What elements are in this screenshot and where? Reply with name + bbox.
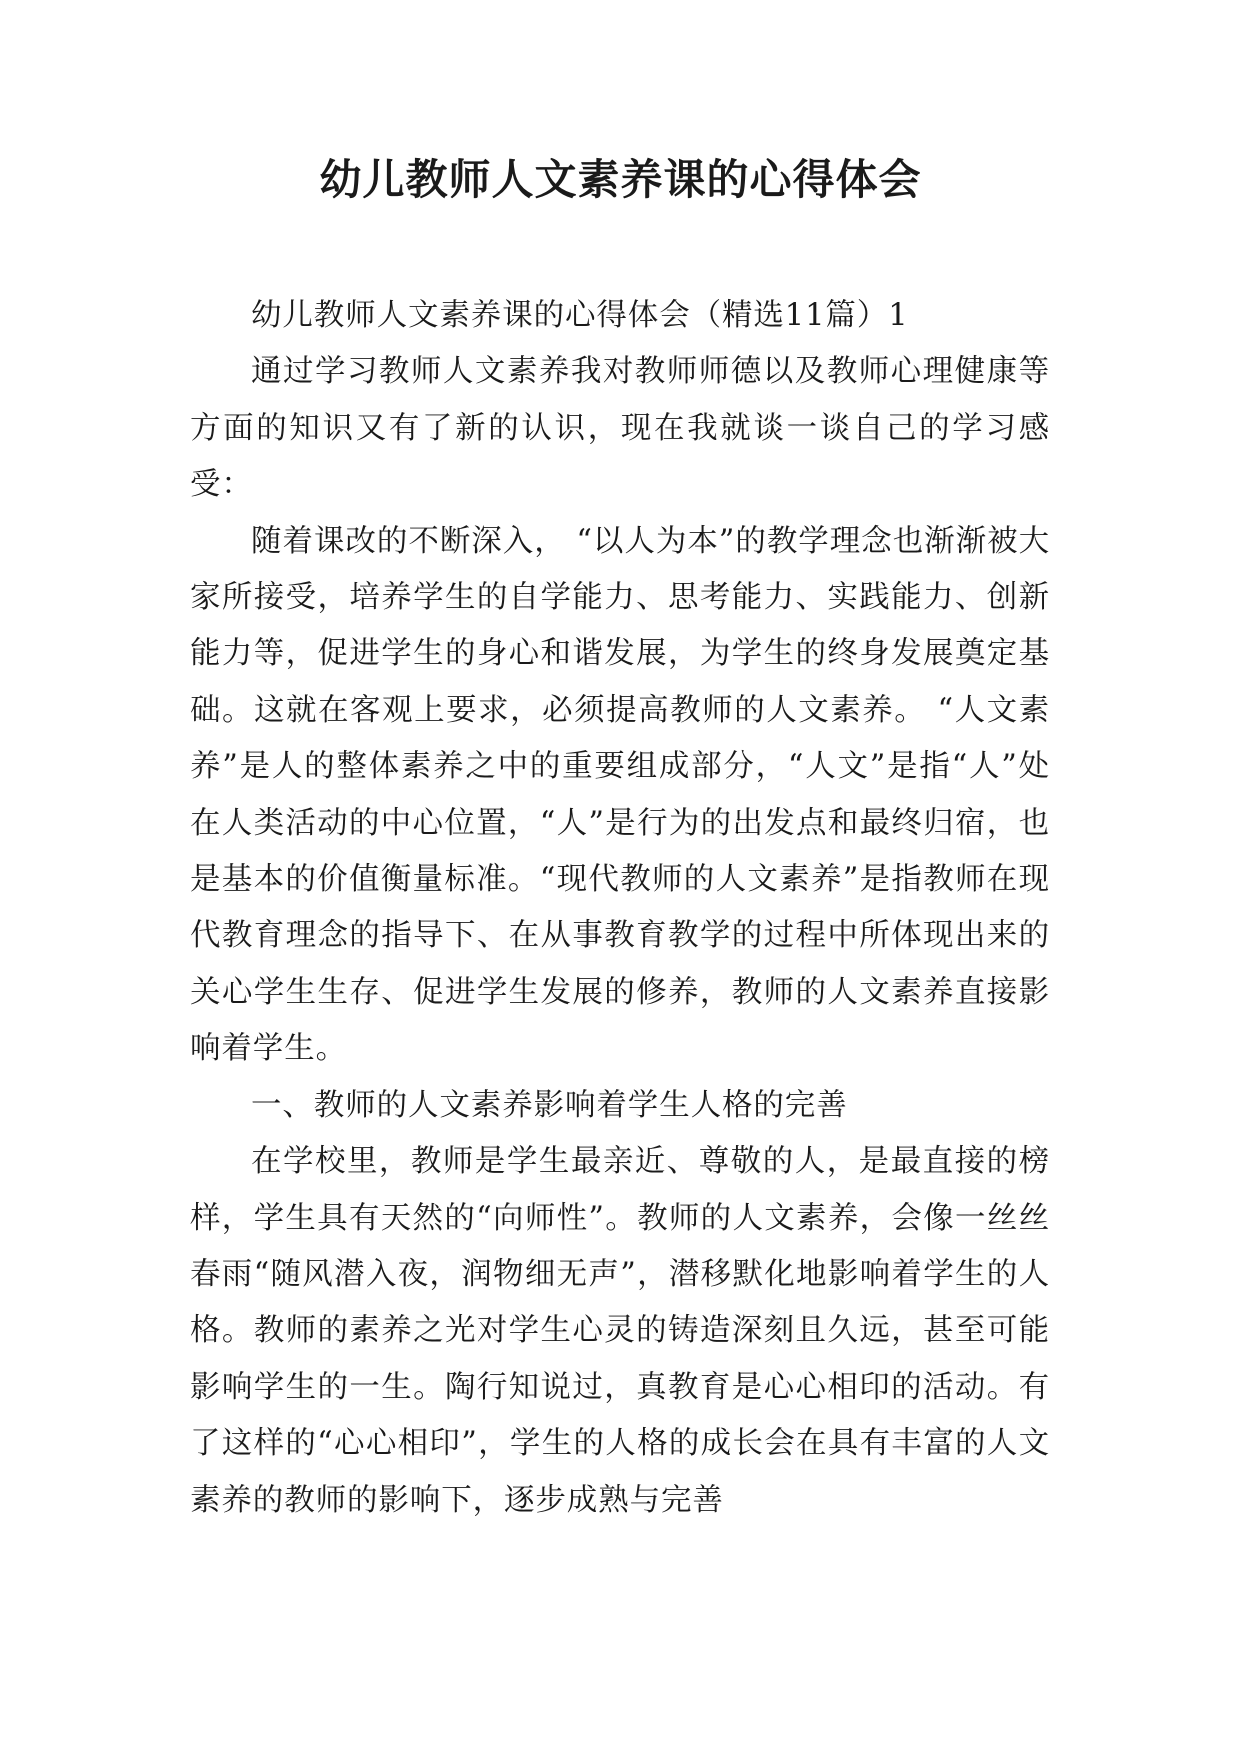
paragraph-subtitle: 幼儿教师人文素养课的心得体会（精选11篇）1 — [251, 298, 909, 333]
document-title: 幼儿教师人文素养课的心得体会 — [319, 155, 922, 204]
section-heading-1: 一、教师的人文素养影响着学生人格的完善 — [251, 1087, 848, 1123]
paragraph-main: 随着课改的不断深入， “以人为本”的教学理念也渐渐被大家所接受，培养学生的自学能力、思考能力、实践能力、创新能力等，促进学生的身心和谐发展，为学生的终身发展奠定基础。这就在客观上要求，必须提高教师的人文素养。 “人文素养”是人的整体素养之中的重要组成部分，“人文”是指“人”处在人类活动的中心位置，“人”是行为的出发点和最终归宿，也是基本的价值衡量标准。“现代教师的人文素养”是指教师在现代教育理念的指导下、在从事教育教学的过程中所体现出来的关心学生生存、促进学生发展的修养，教师的人文素养直接影响着学生。 — [190, 523, 1050, 1067]
paragraph-intro: 通过学习教师人文素养我对教师师德以及教师心理健康等方面的知识又有了新的认识，现在我就谈一谈自己的学习感受： — [190, 354, 1050, 503]
document-body — [190, 288, 1050, 1529]
paragraph-section-1: 在学校里，教师是学生最亲近、尊敬的人，是最直接的榜样，学生具有天然的“向师性”。教师的人文素养，会像一丝丝春雨“随风潜入夜，润物细无声”，潜移默化地影响着学生的人格。教师的素养之光对学生心灵的铸造深刻且久远，甚至可能影响学生的一生。陶行知说过，真教育是心心相印的活动。有了这样的“心心相印”，学生的人格的成长会在具有丰富的人文素养的教师的影响下，逐步成熟与完善 — [190, 1144, 1050, 1518]
